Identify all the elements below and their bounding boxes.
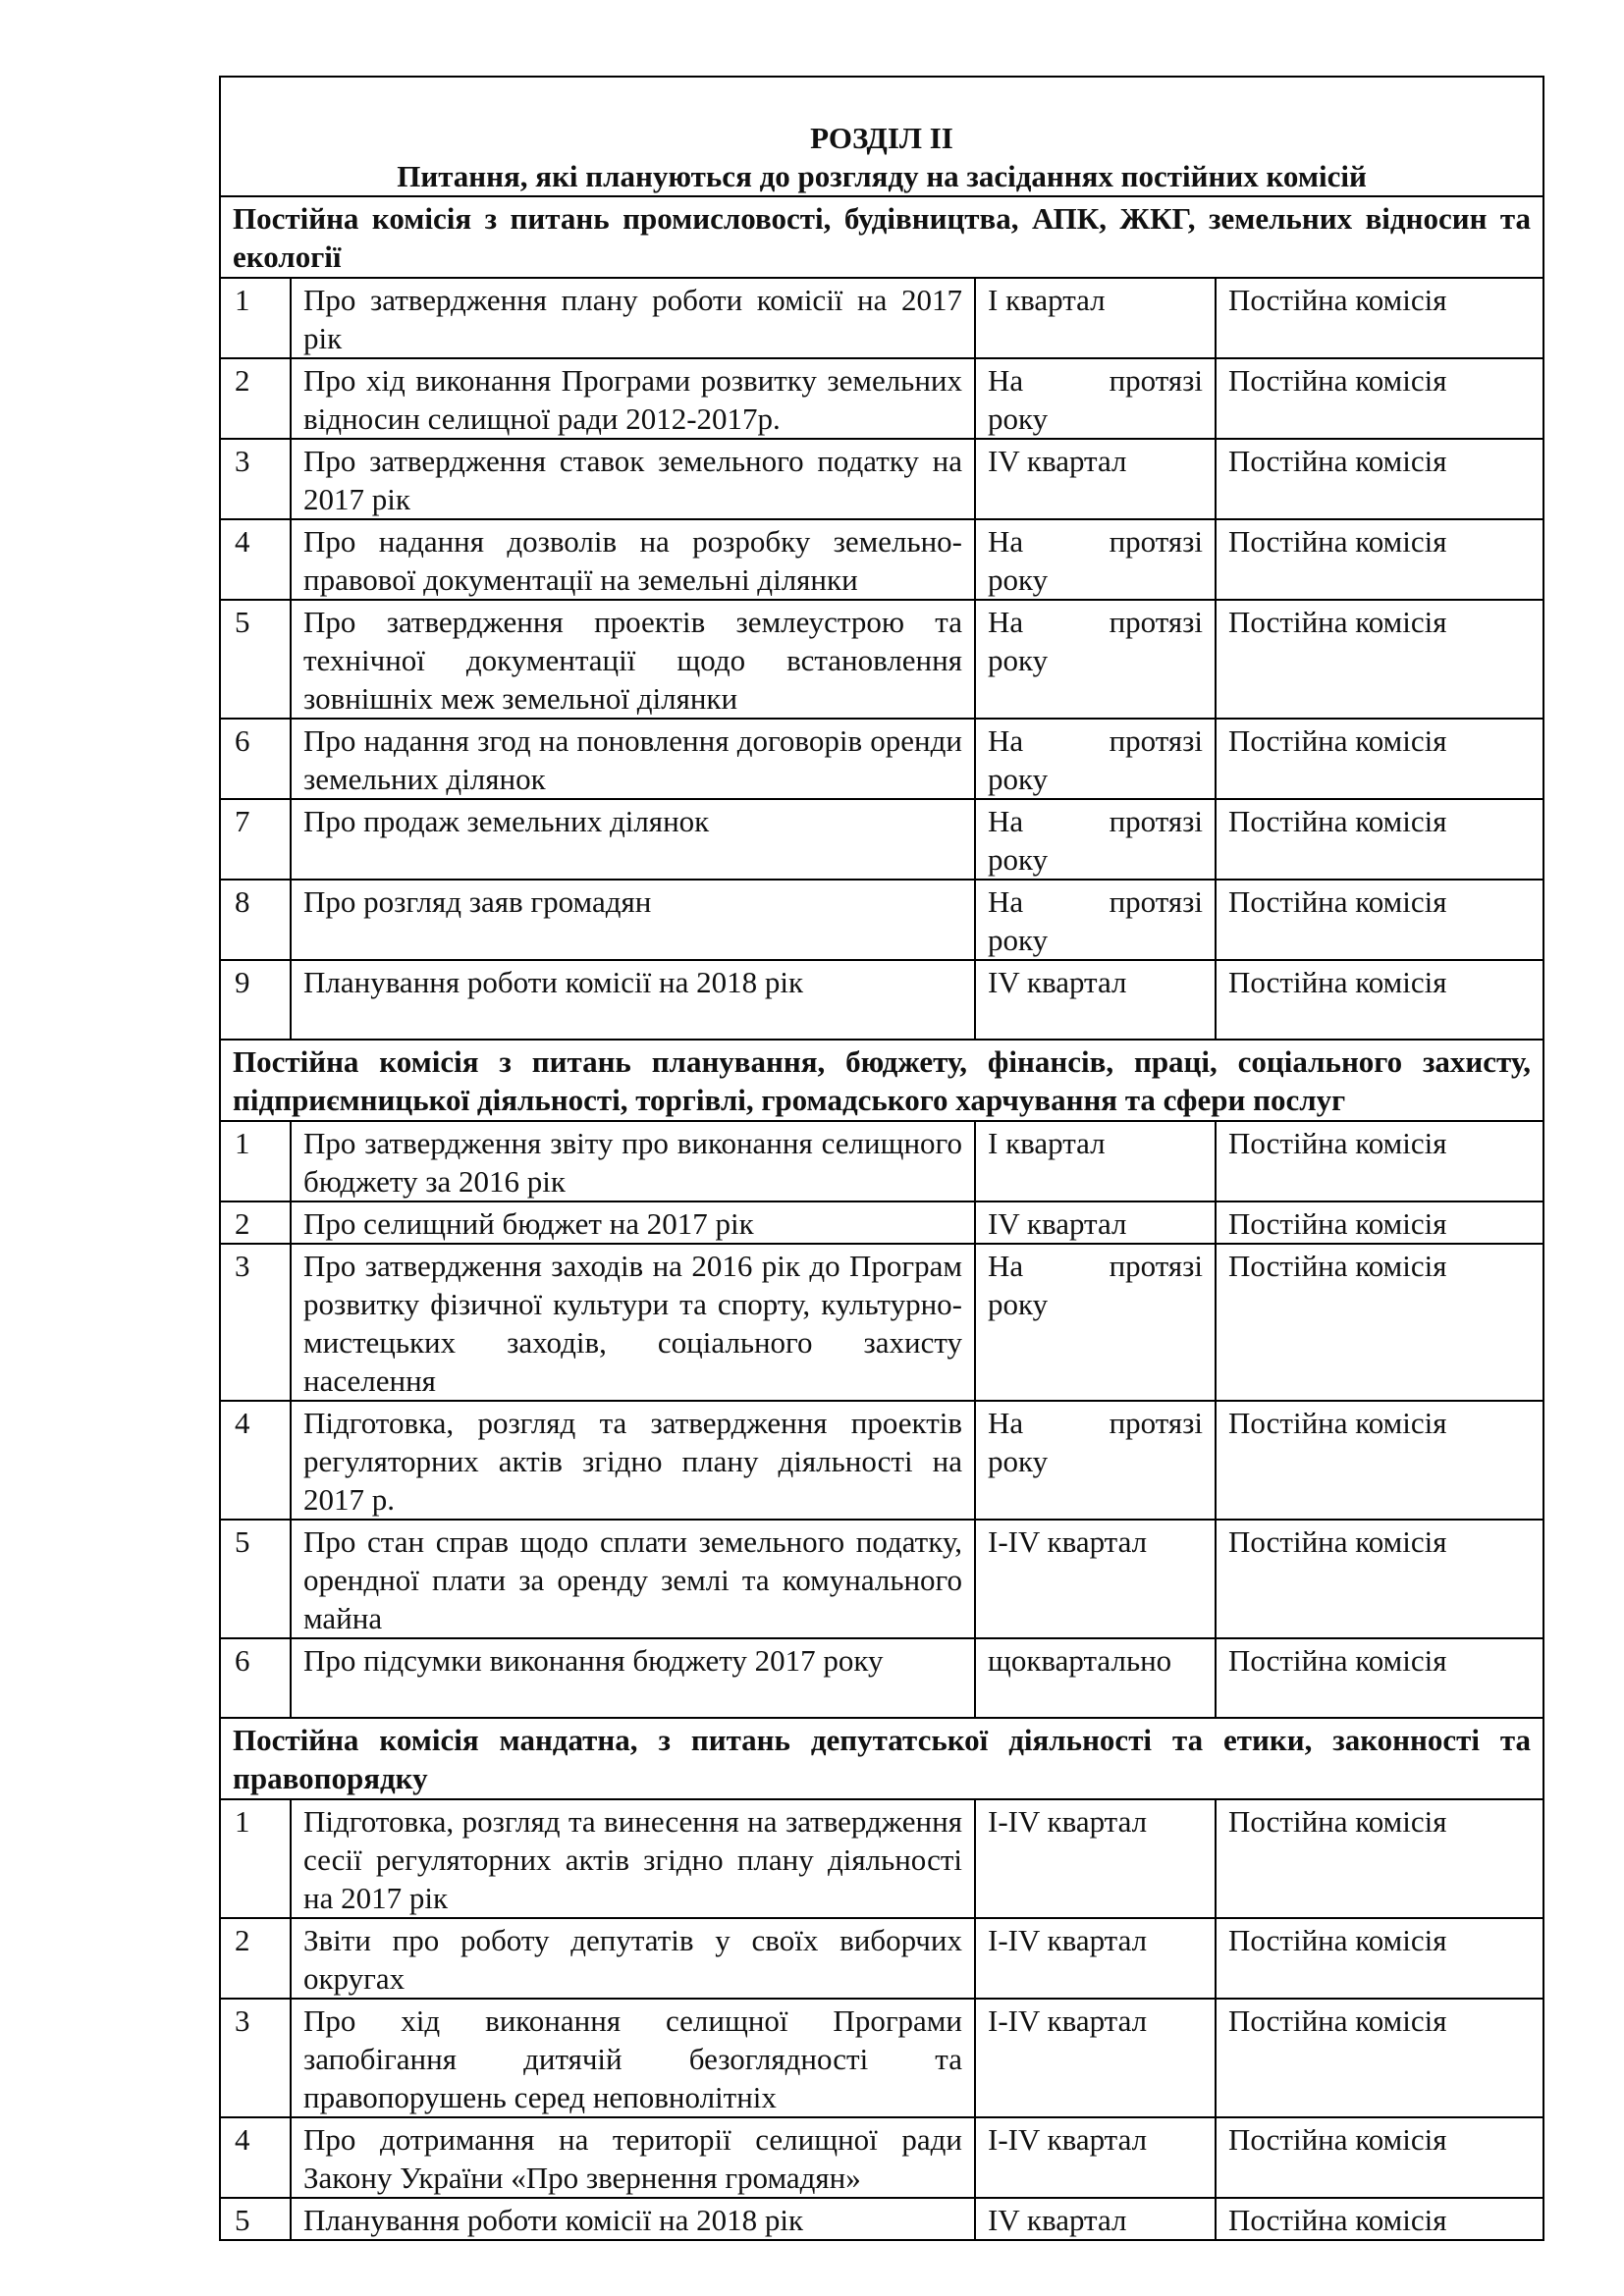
table-row [220, 1918, 1543, 1999]
term-word: На [988, 723, 1024, 758]
row-responsible: Постійна комісія [1216, 1244, 1543, 1401]
row-responsible: Постійна комісія [1216, 960, 1543, 1040]
row-responsible: Постійна комісія [1216, 358, 1543, 439]
row-topic: Про підсумки виконання бюджету 2017 року [291, 1638, 975, 1718]
row-term: IV квартал [975, 2198, 1216, 2240]
row-number: 1 [220, 1799, 291, 1918]
row-topic: Про затвердження проектів землеустрою та технічної документації щодо встановлення зовнішніх меж земельної ділянки [291, 600, 975, 719]
row-topic: Про продаж земельних ділянок [291, 799, 975, 880]
row-responsible: Постійна комісія [1216, 1121, 1543, 1201]
term-line: року [988, 401, 1049, 436]
row-term [975, 719, 1216, 799]
term-line [988, 882, 1203, 921]
row-term [975, 799, 1216, 880]
term-word: На [988, 884, 1024, 919]
term-line [988, 1247, 1203, 1285]
row-responsible: Постійна комісія [1216, 1401, 1543, 1520]
row-responsible: Постійна комісія [1216, 880, 1543, 960]
commission-title-row [220, 1718, 1543, 1799]
row-number: 6 [220, 1638, 291, 1718]
section-title: РОЗДІЛ ІІ [810, 121, 953, 155]
row-topic: Про надання дозволів на розробку земельно-правової документації на земельні ділянки [291, 519, 975, 600]
row-responsible: Постійна комісія [1216, 1999, 1543, 2117]
table-row [220, 1201, 1543, 1244]
row-responsible: Постійна комісія [1216, 1520, 1543, 1638]
row-term [975, 600, 1216, 719]
commission-title-row [220, 196, 1543, 278]
row-term [975, 880, 1216, 960]
term-word: протязі [1109, 1249, 1203, 1283]
term-word: протязі [1109, 524, 1203, 559]
row-number: 6 [220, 719, 291, 799]
commission-title: Постійна комісія з питань планування, бюджету, фінансів, праці, соціального захисту, підприємницької діяльності, торгівлі, громадського харчування та сфери послуг [220, 1040, 1543, 1121]
term-line: року [988, 923, 1049, 957]
term-word: протязі [1109, 884, 1203, 919]
row-number: 2 [220, 1201, 291, 1244]
row-number: 2 [220, 358, 291, 439]
term-word: На [988, 605, 1024, 639]
row-term: IV квартал [975, 960, 1216, 1040]
row-term: I-IV квартал [975, 1520, 1216, 1638]
section-header-row [220, 77, 1543, 196]
row-responsible: Постійна комісія [1216, 2198, 1543, 2240]
row-responsible: Постійна комісія [1216, 719, 1543, 799]
row-number: 4 [220, 519, 291, 600]
row-term: IV квартал [975, 439, 1216, 519]
table-row [220, 2117, 1543, 2198]
row-responsible: Постійна комісія [1216, 1799, 1543, 1918]
row-term [975, 1401, 1216, 1520]
row-number: 4 [220, 1401, 291, 1520]
row-responsible: Постійна комісія [1216, 1201, 1543, 1244]
table-body [220, 77, 1543, 2240]
term-line [988, 721, 1203, 760]
table-row [220, 1520, 1543, 1638]
term-word: На [988, 1249, 1024, 1283]
term-word: протязі [1109, 723, 1203, 758]
table-row [220, 1799, 1543, 1918]
row-number: 3 [220, 1999, 291, 2117]
row-topic: Про дотримання на території селищної ради Закону України «Про звернення громадян» [291, 2117, 975, 2198]
row-topic: Про надання згод на поновлення договорів оренди земельних ділянок [291, 719, 975, 799]
row-topic: Про розгляд заяв громадян [291, 880, 975, 960]
row-number: 5 [220, 2198, 291, 2240]
row-term: IV квартал [975, 1201, 1216, 1244]
term-line [988, 802, 1203, 840]
row-topic: Планування роботи комісії на 2018 рік [291, 960, 975, 1040]
row-responsible: Постійна комісія [1216, 1918, 1543, 1999]
row-responsible: Постійна комісія [1216, 2117, 1543, 2198]
row-topic: Підготовка, розгляд та винесення на затвердження сесії регуляторних актів згідно плану діяльності на 2017 рік [291, 1799, 975, 1918]
term-word: протязі [1109, 363, 1203, 398]
row-number: 7 [220, 799, 291, 880]
table-row [220, 1638, 1543, 1718]
document-page [219, 76, 1543, 2241]
row-responsible: Постійна комісія [1216, 1638, 1543, 1718]
term-line: року [988, 562, 1049, 597]
term-line [988, 603, 1203, 641]
row-number: 1 [220, 1121, 291, 1201]
row-topic: Про хід виконання селищної Програми запобігання дитячій безоглядності та правопорушень серед неповнолітніх [291, 1999, 975, 2117]
row-term: І квартал [975, 1121, 1216, 1201]
row-number: 2 [220, 1918, 291, 1999]
table-row [220, 1121, 1543, 1201]
row-term: I-IV квартал [975, 1918, 1216, 1999]
table-row [220, 1401, 1543, 1520]
row-topic: Планування роботи комісії на 2018 рік [291, 2198, 975, 2240]
table-row [220, 960, 1543, 1040]
row-topic: Про затвердження звіту про виконання селищного бюджету за 2016 рік [291, 1121, 975, 1201]
row-number: 5 [220, 1520, 291, 1638]
table-row [220, 1999, 1543, 2117]
table-row [220, 439, 1543, 519]
commission-title-row [220, 1040, 1543, 1121]
table-row [220, 358, 1543, 439]
term-line [988, 1404, 1203, 1442]
term-line: року [988, 762, 1049, 796]
row-term [975, 1244, 1216, 1401]
row-term: I-IV квартал [975, 2117, 1216, 2198]
commission-plan-table [219, 76, 1544, 2241]
row-term: I-IV квартал [975, 1799, 1216, 1918]
term-word: На [988, 524, 1024, 559]
row-term [975, 519, 1216, 600]
row-responsible: Постійна комісія [1216, 519, 1543, 600]
row-number: 4 [220, 2117, 291, 2198]
table-row [220, 278, 1543, 358]
table-row [220, 2198, 1543, 2240]
row-topic: Підготовка, розгляд та затвердження проектів регуляторних актів згідно плану діяльності на 2017 р. [291, 1401, 975, 1520]
term-line: року [988, 1444, 1049, 1478]
term-line: року [988, 842, 1049, 877]
row-responsible: Постійна комісія [1216, 799, 1543, 880]
row-responsible: Постійна комісія [1216, 600, 1543, 719]
commission-title: Постійна комісія мандатна, з питань депутатської діяльності та етики, законності та правопорядку [220, 1718, 1543, 1799]
commission-title: Постійна комісія з питань промисловості, будівництва, АПК, ЖКГ, земельних відносин та екології [220, 196, 1543, 278]
term-line [988, 361, 1203, 400]
row-number: 8 [220, 880, 291, 960]
table-row [220, 600, 1543, 719]
term-word: На [988, 363, 1024, 398]
row-number: 3 [220, 439, 291, 519]
term-word: протязі [1109, 605, 1203, 639]
row-number: 5 [220, 600, 291, 719]
table-row [220, 719, 1543, 799]
row-term: щоквартально [975, 1638, 1216, 1718]
row-topic: Про затвердження ставок земельного податку на 2017 рік [291, 439, 975, 519]
row-topic: Про затвердження заходів на 2016 рік до Програм розвитку фізичної культури та спорту, культурно-мистецьких заходів, соціального захисту населення [291, 1244, 975, 1401]
row-number: 1 [220, 278, 291, 358]
table-row [220, 880, 1543, 960]
row-topic: Про селищний бюджет на 2017 рік [291, 1201, 975, 1244]
row-term: I-IV квартал [975, 1999, 1216, 2117]
term-line: року [988, 1287, 1049, 1321]
row-topic: Про стан справ щодо сплати земельного податку, орендної плати за оренду землі та комунального майна [291, 1520, 975, 1638]
section-header-cell [220, 77, 1543, 196]
table-row [220, 519, 1543, 600]
table-row [220, 799, 1543, 880]
term-word: На [988, 804, 1024, 838]
row-topic: Про затвердження плану роботи комісії на 2017 рік [291, 278, 975, 358]
table-row [220, 1244, 1543, 1401]
row-topic: Звіти про роботу депутатів у своїх виборчих округах [291, 1918, 975, 1999]
term-word: протязі [1109, 1406, 1203, 1440]
row-term [975, 358, 1216, 439]
term-word: На [988, 1406, 1024, 1440]
row-topic: Про хід виконання Програми розвитку земельних відносин селищної ради 2012-2017р. [291, 358, 975, 439]
term-word: протязі [1109, 804, 1203, 838]
row-responsible: Постійна комісія [1216, 278, 1543, 358]
row-term: І квартал [975, 278, 1216, 358]
term-line: року [988, 643, 1049, 677]
term-line [988, 522, 1203, 561]
row-number: 9 [220, 960, 291, 1040]
row-responsible: Постійна комісія [1216, 439, 1543, 519]
row-number: 3 [220, 1244, 291, 1401]
section-subtitle: Питання, які плануються до розгляду на засіданнях постійних комісій [397, 159, 1367, 193]
